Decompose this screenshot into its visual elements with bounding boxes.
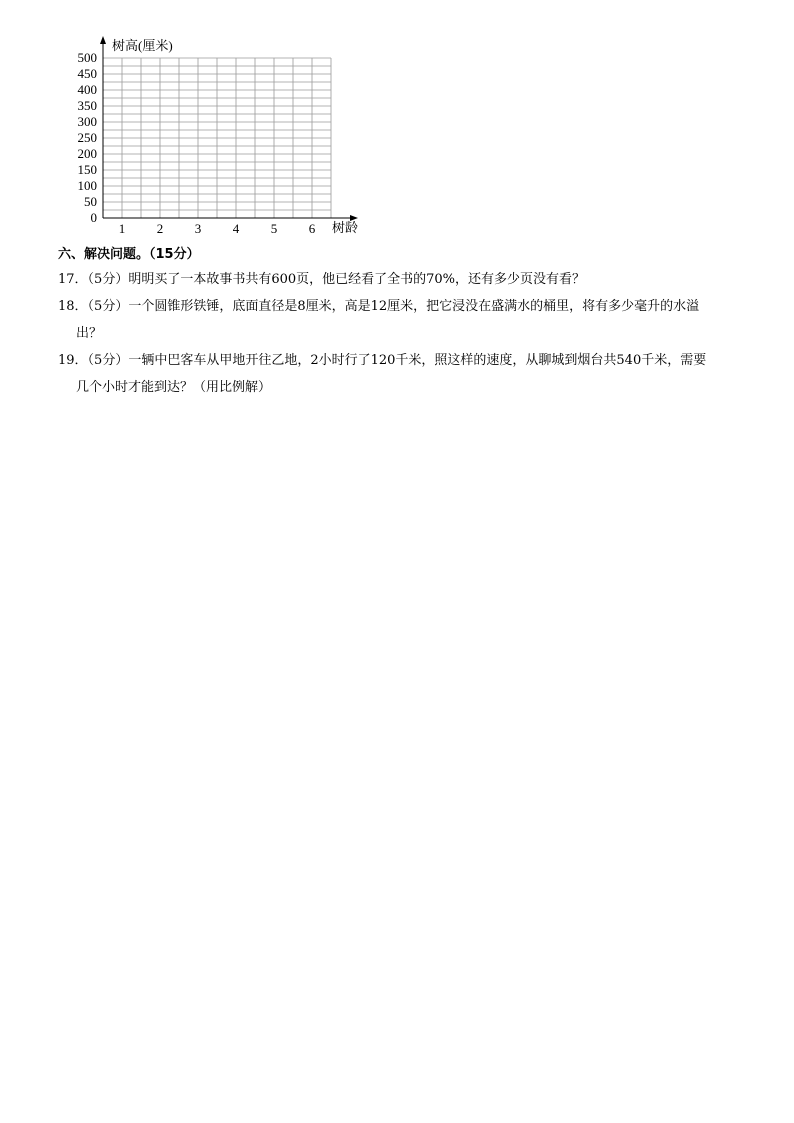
- question-19: [58, 347, 748, 401]
- y-tick-label: 300: [77, 114, 97, 129]
- question-line: [58, 293, 748, 320]
- question-18: [58, 293, 748, 347]
- y-axis-label: 树高(厘米): [112, 38, 173, 53]
- y-tick-label: 350: [77, 98, 97, 113]
- question-points: （5分）: [87, 353, 129, 368]
- section-heading: 六、解决问题。（15分）: [58, 247, 200, 262]
- y-tick-label: 150: [77, 162, 97, 177]
- y-tick-label: 200: [77, 146, 97, 161]
- x-tick-label: 6: [308, 221, 316, 236]
- x-tick-label: 3: [194, 221, 202, 236]
- y-tick-label: 450: [77, 66, 97, 81]
- question-line: [58, 347, 748, 374]
- x-tick-label: 2: [156, 221, 164, 236]
- y-tick-label: 0: [90, 210, 97, 225]
- x-tick-label: 4: [232, 221, 240, 236]
- question-points: （5分）: [87, 272, 129, 287]
- question-line: [58, 266, 748, 293]
- question-number: 18．: [58, 299, 88, 314]
- question-number: 19．: [58, 353, 88, 368]
- x-axis-label: 树龄: [332, 220, 359, 235]
- y-tick-label: 50: [84, 194, 97, 209]
- x-tick-labels: [119, 221, 316, 236]
- question-points: （5分）: [87, 299, 129, 314]
- x-tick-label: 1: [118, 221, 126, 236]
- y-tick-label: 500: [77, 50, 97, 65]
- y-tick-label: 250: [77, 130, 97, 145]
- question-number: 17．: [58, 272, 88, 287]
- question-text-continued: 几个小时才能到达？（用比例解）: [76, 380, 272, 395]
- question-text: 一个圆锥形铁锤，底面直径是8厘米，高是12厘米，把它浸没在盛满水的桶里，将有多少毫升的水溢: [128, 299, 700, 314]
- y-tick-labels: [78, 50, 98, 225]
- x-tick-label: 5: [270, 221, 278, 236]
- y-tick-label: 100: [77, 178, 97, 193]
- y-axis-arrow: [100, 36, 106, 44]
- question-text-continued: 出？: [76, 326, 103, 341]
- tree-height-grid-chart: [60, 30, 380, 240]
- y-tick-label: 400: [77, 82, 97, 97]
- chart-grid: [103, 58, 331, 218]
- question-text: 一辆中巴客车从甲地开往乙地，2小时行了120千米，照这样的速度，从聊城到烟台共540千米，需要: [128, 353, 707, 368]
- question-17: [58, 266, 748, 293]
- question-text: 明明买了一本故事书共有600页，他已经看了全书的70%，还有多少页没有看？: [128, 272, 586, 287]
